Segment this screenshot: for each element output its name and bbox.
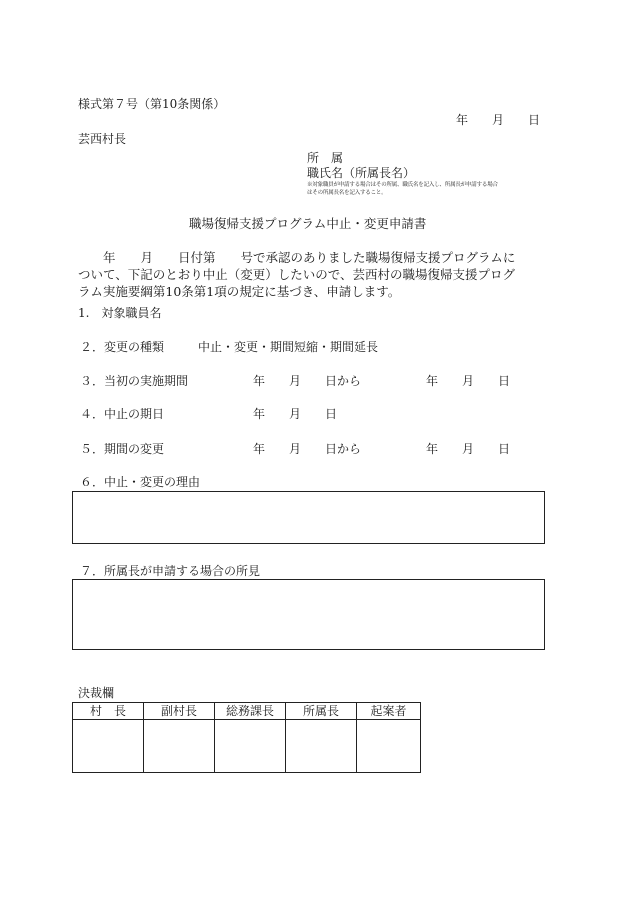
- application-date-line: 年 月 日: [456, 113, 541, 127]
- document-title: 職場復帰支援プログラム中止・変更申請書: [189, 216, 427, 231]
- approval-col-general-affairs-chief: 総務課長: [215, 703, 286, 720]
- reason-box[interactable]: [72, 491, 545, 544]
- item-target-employee: 1. 対象職員名: [78, 306, 162, 320]
- item-initial-period-to: 年 月 日: [426, 374, 511, 388]
- item-opinion-label: ７．所属長が申請する場合の所見: [80, 564, 261, 578]
- approval-col-department-head: 所属長: [286, 703, 357, 720]
- seal-cell-drafter[interactable]: [357, 720, 421, 773]
- approval-col-deputy-mayor: 副村長: [144, 703, 215, 720]
- item-period-change-from: 年 月 日から: [253, 442, 362, 456]
- body-line-1: 年 月 日付第 号で承認のありました職場復帰支援プログラムに: [103, 250, 516, 265]
- affiliation-label: 所 属: [307, 151, 344, 165]
- item-reason-label: ６．中止・変更の理由: [80, 475, 201, 489]
- approval-col-mayor: 村 長: [73, 703, 144, 720]
- approval-seal-row: [73, 720, 421, 773]
- item-change-type-label: ２．変更の種類: [80, 340, 165, 354]
- form-number-label: 様式第７号（第10条関係）: [78, 97, 226, 111]
- item-period-change-label: ５．期間の変更: [80, 442, 165, 456]
- approval-col-drafter: 起案者: [357, 703, 421, 720]
- item-change-type-options: 中止・変更・期間短縮・期間延長: [198, 340, 379, 354]
- body-line-2: ついて、下記のとおり中止（変更）したいので、芸西村の職場復帰支援プログ: [78, 267, 516, 282]
- item-period-change-to: 年 月 日: [426, 442, 511, 456]
- addressee: 芸西村長: [78, 132, 127, 146]
- body-line-3: ラム実施要綱第10条第1項の規定に基づき、申請します。: [78, 284, 401, 299]
- seal-cell-department-head[interactable]: [286, 720, 357, 773]
- note-line-2: はその所属長名を記入すること。: [307, 190, 387, 196]
- opinion-box[interactable]: [72, 579, 545, 650]
- name-label: 職氏名（所属長名）: [307, 166, 416, 180]
- approval-label: 決裁欄: [78, 686, 115, 700]
- approval-table: [72, 702, 421, 773]
- approval-header-row: [73, 703, 421, 720]
- note-line-1: ※対象職員が申請する場合はその所属、職氏名を記入し、所属長が申請する場合: [307, 182, 498, 188]
- seal-cell-general-affairs-chief[interactable]: [215, 720, 286, 773]
- seal-cell-mayor[interactable]: [73, 720, 144, 773]
- item-stop-date: 年 月 日: [253, 407, 338, 421]
- seal-cell-deputy-mayor[interactable]: [144, 720, 215, 773]
- item-initial-period-from: 年 月 日から: [253, 374, 362, 388]
- item-stop-date-label: ４．中止の期日: [80, 407, 165, 421]
- item-initial-period-label: ３．当初の実施期間: [80, 374, 189, 388]
